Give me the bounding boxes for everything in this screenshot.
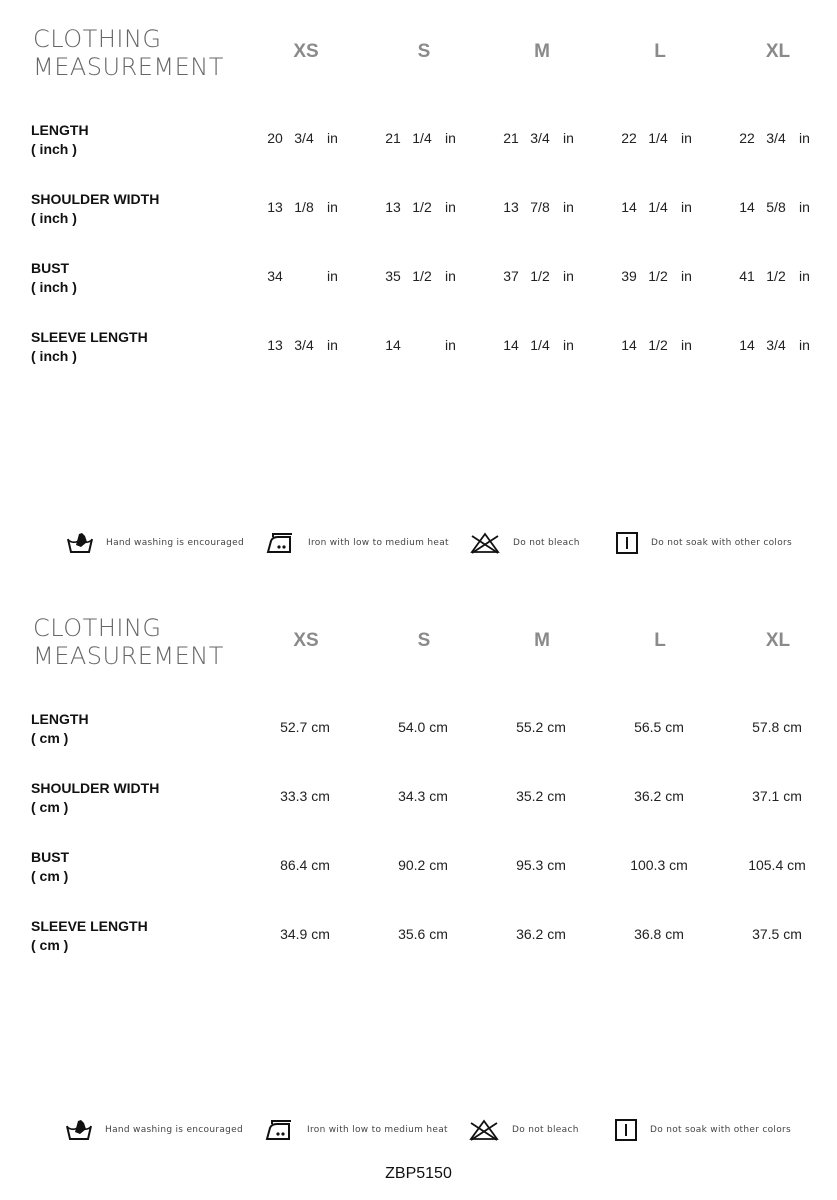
care-instructions xyxy=(0,1115,837,1145)
unit: in xyxy=(681,199,692,215)
unit: in xyxy=(681,268,692,284)
iron-icon xyxy=(265,1119,295,1141)
whole-number: 14 xyxy=(385,337,401,353)
whole-number: 14 xyxy=(739,337,755,353)
whole-number: 13 xyxy=(385,199,401,215)
unit: in xyxy=(563,130,574,146)
iron-icon xyxy=(266,532,296,554)
table-cell: 33.3 cm xyxy=(280,788,330,804)
care-text: Do not soak with other colors xyxy=(651,538,793,548)
row-unit-text: ( cm ) xyxy=(31,868,69,884)
unit: in xyxy=(799,337,810,353)
whole-number: 14 xyxy=(621,337,637,353)
care-text: Iron with low to medium heat xyxy=(307,1125,448,1135)
title-line-2: MEASUREMENT xyxy=(33,53,224,81)
whole-number: 41 xyxy=(739,268,755,284)
table-cell: 35.6 cm xyxy=(398,926,448,942)
fraction: 1/2 xyxy=(766,268,786,284)
care-item-hand-wash xyxy=(65,1115,243,1145)
care-item-iron xyxy=(266,528,449,558)
care-text: Do not bleach xyxy=(512,1125,579,1135)
row-unit-text: ( inch ) xyxy=(31,279,77,295)
whole-number: 37 xyxy=(503,268,519,284)
no-soak-icon xyxy=(614,1118,638,1142)
size-header-s: S xyxy=(417,41,431,62)
table-cell: 37.5 cm xyxy=(752,926,802,942)
table-cell: 105.4 cm xyxy=(748,857,806,873)
table-cell: 95.3 cm xyxy=(516,857,566,873)
size-header-l: L xyxy=(654,630,666,651)
care-item-hand-wash xyxy=(66,528,244,558)
fraction: 1/2 xyxy=(648,268,668,284)
row-label-text: SHOULDER WIDTH xyxy=(31,780,160,796)
whole-number: 14 xyxy=(621,199,637,215)
title-line-1: CLOTHING xyxy=(33,25,162,53)
table-cell: 52.7 cm xyxy=(280,719,330,735)
whole-number: 21 xyxy=(385,130,401,146)
fraction: 1/2 xyxy=(412,268,432,284)
whole-number: 39 xyxy=(621,268,637,284)
row-label-text: LENGTH xyxy=(31,122,89,138)
table-cell: 56.5 cm xyxy=(634,719,684,735)
unit: in xyxy=(563,199,574,215)
unit: in xyxy=(327,130,338,146)
row-unit-text: ( cm ) xyxy=(31,937,69,953)
fraction: 3/4 xyxy=(294,130,314,146)
table-cell: 100.3 cm xyxy=(630,857,688,873)
table-cell: 34.9 cm xyxy=(280,926,330,942)
table-cell: 86.4 cm xyxy=(280,857,330,873)
care-item-no-bleach xyxy=(468,1115,579,1145)
fraction: 3/4 xyxy=(766,130,786,146)
hand-wash-icon xyxy=(65,1117,93,1143)
fraction: 1/4 xyxy=(648,130,668,146)
row-unit-text: ( inch ) xyxy=(31,210,77,226)
table-cell: 35.2 cm xyxy=(516,788,566,804)
row-label-text: SHOULDER WIDTH xyxy=(31,191,160,207)
unit: in xyxy=(445,199,456,215)
no-bleach-icon xyxy=(469,531,501,555)
table-cell: 36.2 cm xyxy=(516,926,566,942)
care-item-iron xyxy=(265,1115,448,1145)
care-text: Do not bleach xyxy=(513,538,580,548)
size-header-xl: XL xyxy=(765,41,791,62)
whole-number: 20 xyxy=(267,130,283,146)
row-unit-text: ( inch ) xyxy=(31,141,77,157)
row-unit-text: ( cm ) xyxy=(31,730,69,746)
unit: in xyxy=(445,268,456,284)
care-text: Iron with low to medium heat xyxy=(308,538,449,548)
table-cell: 36.2 cm xyxy=(634,788,684,804)
row-unit-text: ( cm ) xyxy=(31,799,69,815)
care-item-no-soak xyxy=(614,1115,791,1145)
unit: in xyxy=(445,130,456,146)
unit: in xyxy=(327,199,338,215)
row-label-text: BUST xyxy=(31,260,70,276)
whole-number: 22 xyxy=(739,130,755,146)
table-cell: 37.1 cm xyxy=(752,788,802,804)
whole-number: 21 xyxy=(503,130,519,146)
size-header-m: M xyxy=(534,630,550,651)
size-header-l: L xyxy=(654,41,666,62)
row-label-text: SLEEVE LENGTH xyxy=(31,329,148,345)
table-cell: 54.0 cm xyxy=(398,719,448,735)
inch-measurement-section xyxy=(0,0,837,400)
care-text: Hand washing is encouraged xyxy=(105,1125,244,1135)
inch-table-title xyxy=(33,25,224,81)
whole-number: 35 xyxy=(385,268,401,284)
row-label-shoulder-width xyxy=(31,190,159,228)
whole-number: 13 xyxy=(267,199,283,215)
unit: in xyxy=(563,268,574,284)
unit: in xyxy=(799,130,810,146)
unit: in xyxy=(563,337,574,353)
no-bleach-icon xyxy=(468,1118,500,1142)
no-soak-icon xyxy=(615,531,639,555)
fraction: 1/2 xyxy=(648,337,668,353)
fraction: 1/4 xyxy=(648,199,668,215)
fraction: 1/4 xyxy=(412,130,432,146)
size-header-xs: XS xyxy=(293,630,319,651)
unit: in xyxy=(327,337,338,353)
whole-number: 34 xyxy=(267,268,283,284)
unit: in xyxy=(681,130,692,146)
row-label-text: BUST xyxy=(31,849,70,865)
table-cell: 55.2 cm xyxy=(516,719,566,735)
whole-number: 22 xyxy=(621,130,637,146)
care-item-no-bleach xyxy=(469,528,580,558)
cm-measurement-section xyxy=(0,589,837,989)
row-label-length xyxy=(31,121,89,159)
unit: in xyxy=(445,337,456,353)
fraction: 5/8 xyxy=(766,199,786,215)
unit: in xyxy=(799,268,810,284)
row-label-sleeve-length xyxy=(31,328,148,366)
care-text: Hand washing is encouraged xyxy=(106,538,245,548)
size-header-m: M xyxy=(534,41,550,62)
fraction: 1/4 xyxy=(530,337,550,353)
care-item-no-soak xyxy=(615,528,792,558)
product-sku: ZBP5150 xyxy=(385,1165,452,1182)
table-cell: 34.3 cm xyxy=(398,788,448,804)
cm-table-title xyxy=(33,614,224,670)
unit: in xyxy=(681,337,692,353)
hand-wash-icon xyxy=(66,530,94,556)
size-header-s: S xyxy=(417,630,431,651)
whole-number: 14 xyxy=(739,199,755,215)
fraction: 7/8 xyxy=(530,199,550,215)
fraction: 1/8 xyxy=(294,199,314,215)
unit: in xyxy=(799,199,810,215)
row-label-bust xyxy=(31,259,77,297)
title-line-1: CLOTHING xyxy=(33,614,162,642)
unit: in xyxy=(327,268,338,284)
fraction: 3/4 xyxy=(766,337,786,353)
care-instructions xyxy=(0,528,837,558)
row-unit-text: ( inch ) xyxy=(31,348,77,364)
table-cell: 57.8 cm xyxy=(752,719,802,735)
whole-number: 13 xyxy=(503,199,519,215)
size-header-xl: XL xyxy=(765,630,791,651)
row-label-shoulder-width xyxy=(31,779,159,817)
row-label-text: LENGTH xyxy=(31,711,89,727)
title-line-2: MEASUREMENT xyxy=(33,642,224,670)
fraction: 3/4 xyxy=(530,130,550,146)
table-cell: 90.2 cm xyxy=(398,857,448,873)
whole-number: 13 xyxy=(267,337,283,353)
row-label-sleeve-length xyxy=(31,917,148,955)
whole-number: 14 xyxy=(503,337,519,353)
row-label-length xyxy=(31,710,89,748)
row-label-text: SLEEVE LENGTH xyxy=(31,918,148,934)
care-text: Do not soak with other colors xyxy=(650,1125,792,1135)
fraction: 3/4 xyxy=(294,337,314,353)
table-cell: 36.8 cm xyxy=(634,926,684,942)
size-header-xs: XS xyxy=(293,41,319,62)
fraction: 1/2 xyxy=(412,199,432,215)
row-label-bust xyxy=(31,848,69,886)
fraction: 1/2 xyxy=(530,268,550,284)
